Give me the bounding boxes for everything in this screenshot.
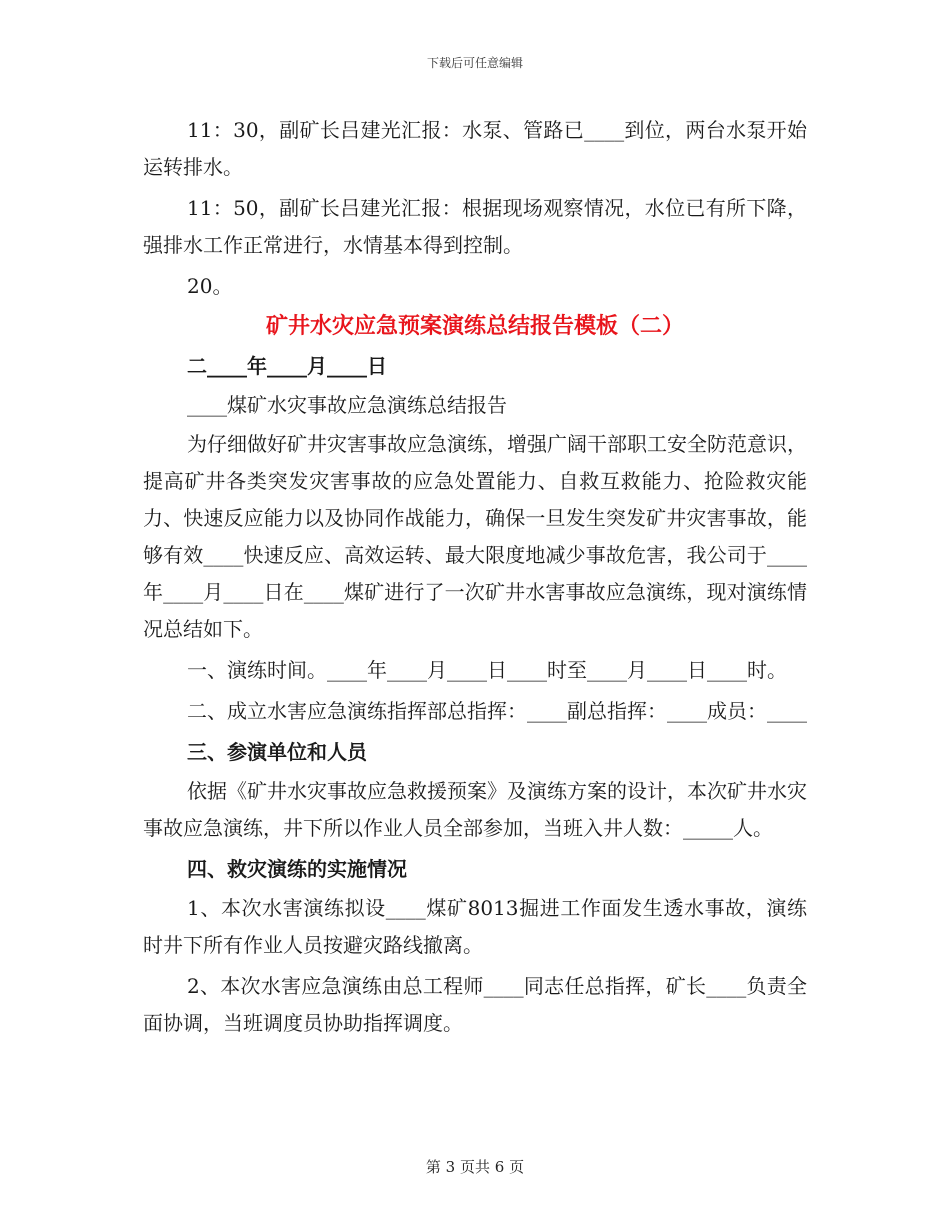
heading-implementation: 四、救灾演练的实施情况 bbox=[187, 857, 407, 881]
document-body bbox=[143, 112, 807, 1044]
paragraph-participants: 依据《矿井水灾事故应急救援预案》及演练方案的设计，本次矿井水灾事故应急演练，井下所以作业人员全部参加，当班入井人数：_____人。 bbox=[143, 779, 807, 840]
report-subtitle: ____煤矿水灾事故应急演练总结报告 bbox=[187, 393, 507, 417]
page-footer: 第 3 页共 6 页 bbox=[425, 1158, 525, 1176]
intro-paragraph: 为仔细做好矿井灾害事故应急演练，增强广阔干部职工安全防范意识，提高矿井各类突发灾害事故的应急处置能力、自救互救能力、抢险救灾能力、快速反应能力以及协同作战能力，确保一旦发生突发矿井灾害事故，能够有效____快速反应、高效运转、最大限度地减少事故危害，我公司于____年____月____日在____煤矿进行了一次矿井水害事故应急演练，现对演练情况总结如下。 bbox=[143, 432, 807, 641]
page-header: 下载后可任意编辑 bbox=[426, 56, 523, 70]
paragraph-implementation-2: 2、本次水害应急演练由总工程师____同志任总指挥，矿长____负责全面协调，当班调度员协助指挥调度。 bbox=[143, 974, 807, 1035]
item-command-center: 二、成立水害应急演练指挥部总指挥：____副总指挥：____成员：____ bbox=[187, 699, 807, 723]
section-title: 矿井水灾应急预案演练总结报告模板（二） bbox=[265, 313, 684, 339]
item-drill-time: 一、演练时间。____年____月____日____时至____月____日____时。 bbox=[187, 658, 787, 682]
heading-participants: 三、参演单位和人员 bbox=[187, 740, 367, 764]
paragraph-number: 20。 bbox=[187, 274, 233, 298]
paragraph-report-1130: 11：30，副矿长吕建光汇报：水泵、管路已____到位，两台水泵开始运转排水。 bbox=[143, 118, 807, 179]
date-line: 二____年____月____日 bbox=[187, 354, 387, 378]
paragraph-report-1150: 11：50，副矿长吕建光汇报：根据现场观察情况，水位已有所下降，强排水工作正常进行，水情基本得到控制。 bbox=[143, 196, 807, 257]
paragraph-implementation-1: 1、本次水害演练拟设____煤矿8013掘进工作面发生透水事故，演练时井下所有作业人员按避灾路线撤离。 bbox=[143, 896, 807, 957]
